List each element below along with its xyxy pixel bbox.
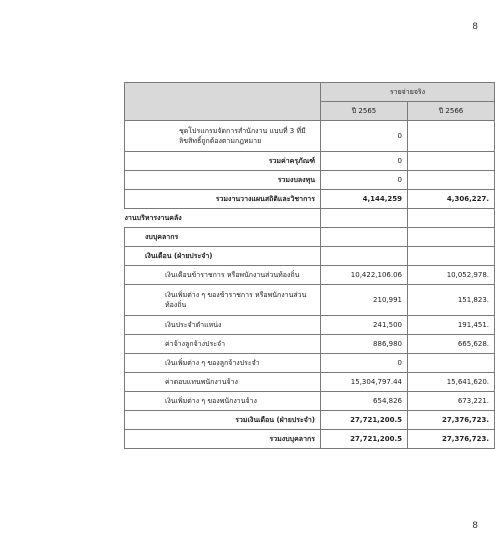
row-label: ค่าจ้างลูกจ้างประจำ: [125, 335, 321, 354]
table-row: [125, 171, 495, 190]
table-row: [125, 354, 495, 373]
value-2566: 191,451.: [408, 316, 495, 335]
row-label: รวมเงินเดือน (ฝ่ายประจำ): [125, 411, 321, 430]
value-2565: [321, 209, 408, 228]
table-row: [125, 285, 495, 316]
value-2565: [321, 247, 408, 266]
header-label-cell: [125, 83, 321, 121]
row-label: รวมงบลงทุน: [125, 171, 321, 190]
table-row: [125, 266, 495, 285]
value-2566: [408, 247, 495, 266]
table-row: [125, 392, 495, 411]
row-label: เงินเดือนข้าราชการ หรือพนักงานส่วนท้องถิ่น: [125, 266, 321, 285]
table-row: [125, 152, 495, 171]
value-2565: 886,980: [321, 335, 408, 354]
header-actual-expense: รายจ่ายจริง: [321, 83, 495, 102]
value-2566: 4,306,227.: [408, 190, 495, 209]
value-2565: 210,991: [321, 285, 408, 316]
row-label: งบบุคลากร: [125, 228, 321, 247]
row-label: เงินเดือน (ฝ่ายประจำ): [125, 247, 321, 266]
value-2566: [408, 152, 495, 171]
table-row: [125, 373, 495, 392]
value-2565: 241,500: [321, 316, 408, 335]
page-number-bottom: 8: [472, 521, 478, 531]
value-2566: 15,641,620.: [408, 373, 495, 392]
row-label: รวมงานวางแผนสถิติและวิชาการ: [125, 190, 321, 209]
value-2566: [408, 171, 495, 190]
value-2565: 15,304,797.44: [321, 373, 408, 392]
row-label: ค่าตอบแทนพนักงานจ้าง: [125, 373, 321, 392]
table-row: [125, 335, 495, 354]
table-row: [125, 190, 495, 209]
value-2565: 27,721,200.5: [321, 411, 408, 430]
row-label: เงินประจำตำแหน่ง: [125, 316, 321, 335]
value-2566: 665,628.: [408, 335, 495, 354]
row-label: งานบริหารงานคลัง: [125, 209, 321, 228]
page-number-top: 8: [472, 22, 478, 32]
value-2566: 673,221.: [408, 392, 495, 411]
row-label: เงินเพิ่มต่าง ๆ ของลูกจ้างประจำ: [125, 354, 321, 373]
value-2566: 10,052,978.: [408, 266, 495, 285]
table-row: [125, 228, 495, 247]
value-2566: [408, 228, 495, 247]
value-2565: [321, 228, 408, 247]
header-year-2566: ปี 2566: [408, 102, 495, 121]
table-row: [125, 411, 495, 430]
row-label: เงินเพิ่มต่าง ๆ ของพนักงานจ้าง: [125, 392, 321, 411]
value-2565: 0: [321, 354, 408, 373]
value-2566: 151,823.: [408, 285, 495, 316]
table-row: [125, 121, 495, 152]
value-2565: 10,422,106.06: [321, 266, 408, 285]
table-row: [125, 247, 495, 266]
table-row: [125, 209, 495, 228]
value-2565: 0: [321, 152, 408, 171]
table-row: [125, 430, 495, 449]
value-2566: [408, 354, 495, 373]
row-label: เงินเพิ่มต่าง ๆ ของข้าราชการ หรือพนักงานส่วนท้องถิ่น: [125, 285, 321, 316]
value-2566: [408, 121, 495, 152]
value-2566: [408, 209, 495, 228]
value-2566: 27,376,723.: [408, 430, 495, 449]
row-label: รวมค่าครุภัณฑ์: [125, 152, 321, 171]
budget-table: [124, 82, 495, 449]
value-2566: 27,376,723.: [408, 411, 495, 430]
row-label: รวมงบบุคลากร: [125, 430, 321, 449]
value-2565: 4,144,259: [321, 190, 408, 209]
value-2565: 0: [321, 171, 408, 190]
value-2565: 0: [321, 121, 408, 152]
value-2565: 654,826: [321, 392, 408, 411]
row-label: ชุดโปรแกรมจัดการสำนักงาน แบบที่ 3 ที่มีลิขสิทธิ์ถูกต้องตามกฎหมาย: [125, 121, 321, 152]
table-header-row: [125, 83, 495, 102]
header-year-2565: ปี 2565: [321, 102, 408, 121]
table-row: [125, 316, 495, 335]
value-2565: 27,721,200.5: [321, 430, 408, 449]
